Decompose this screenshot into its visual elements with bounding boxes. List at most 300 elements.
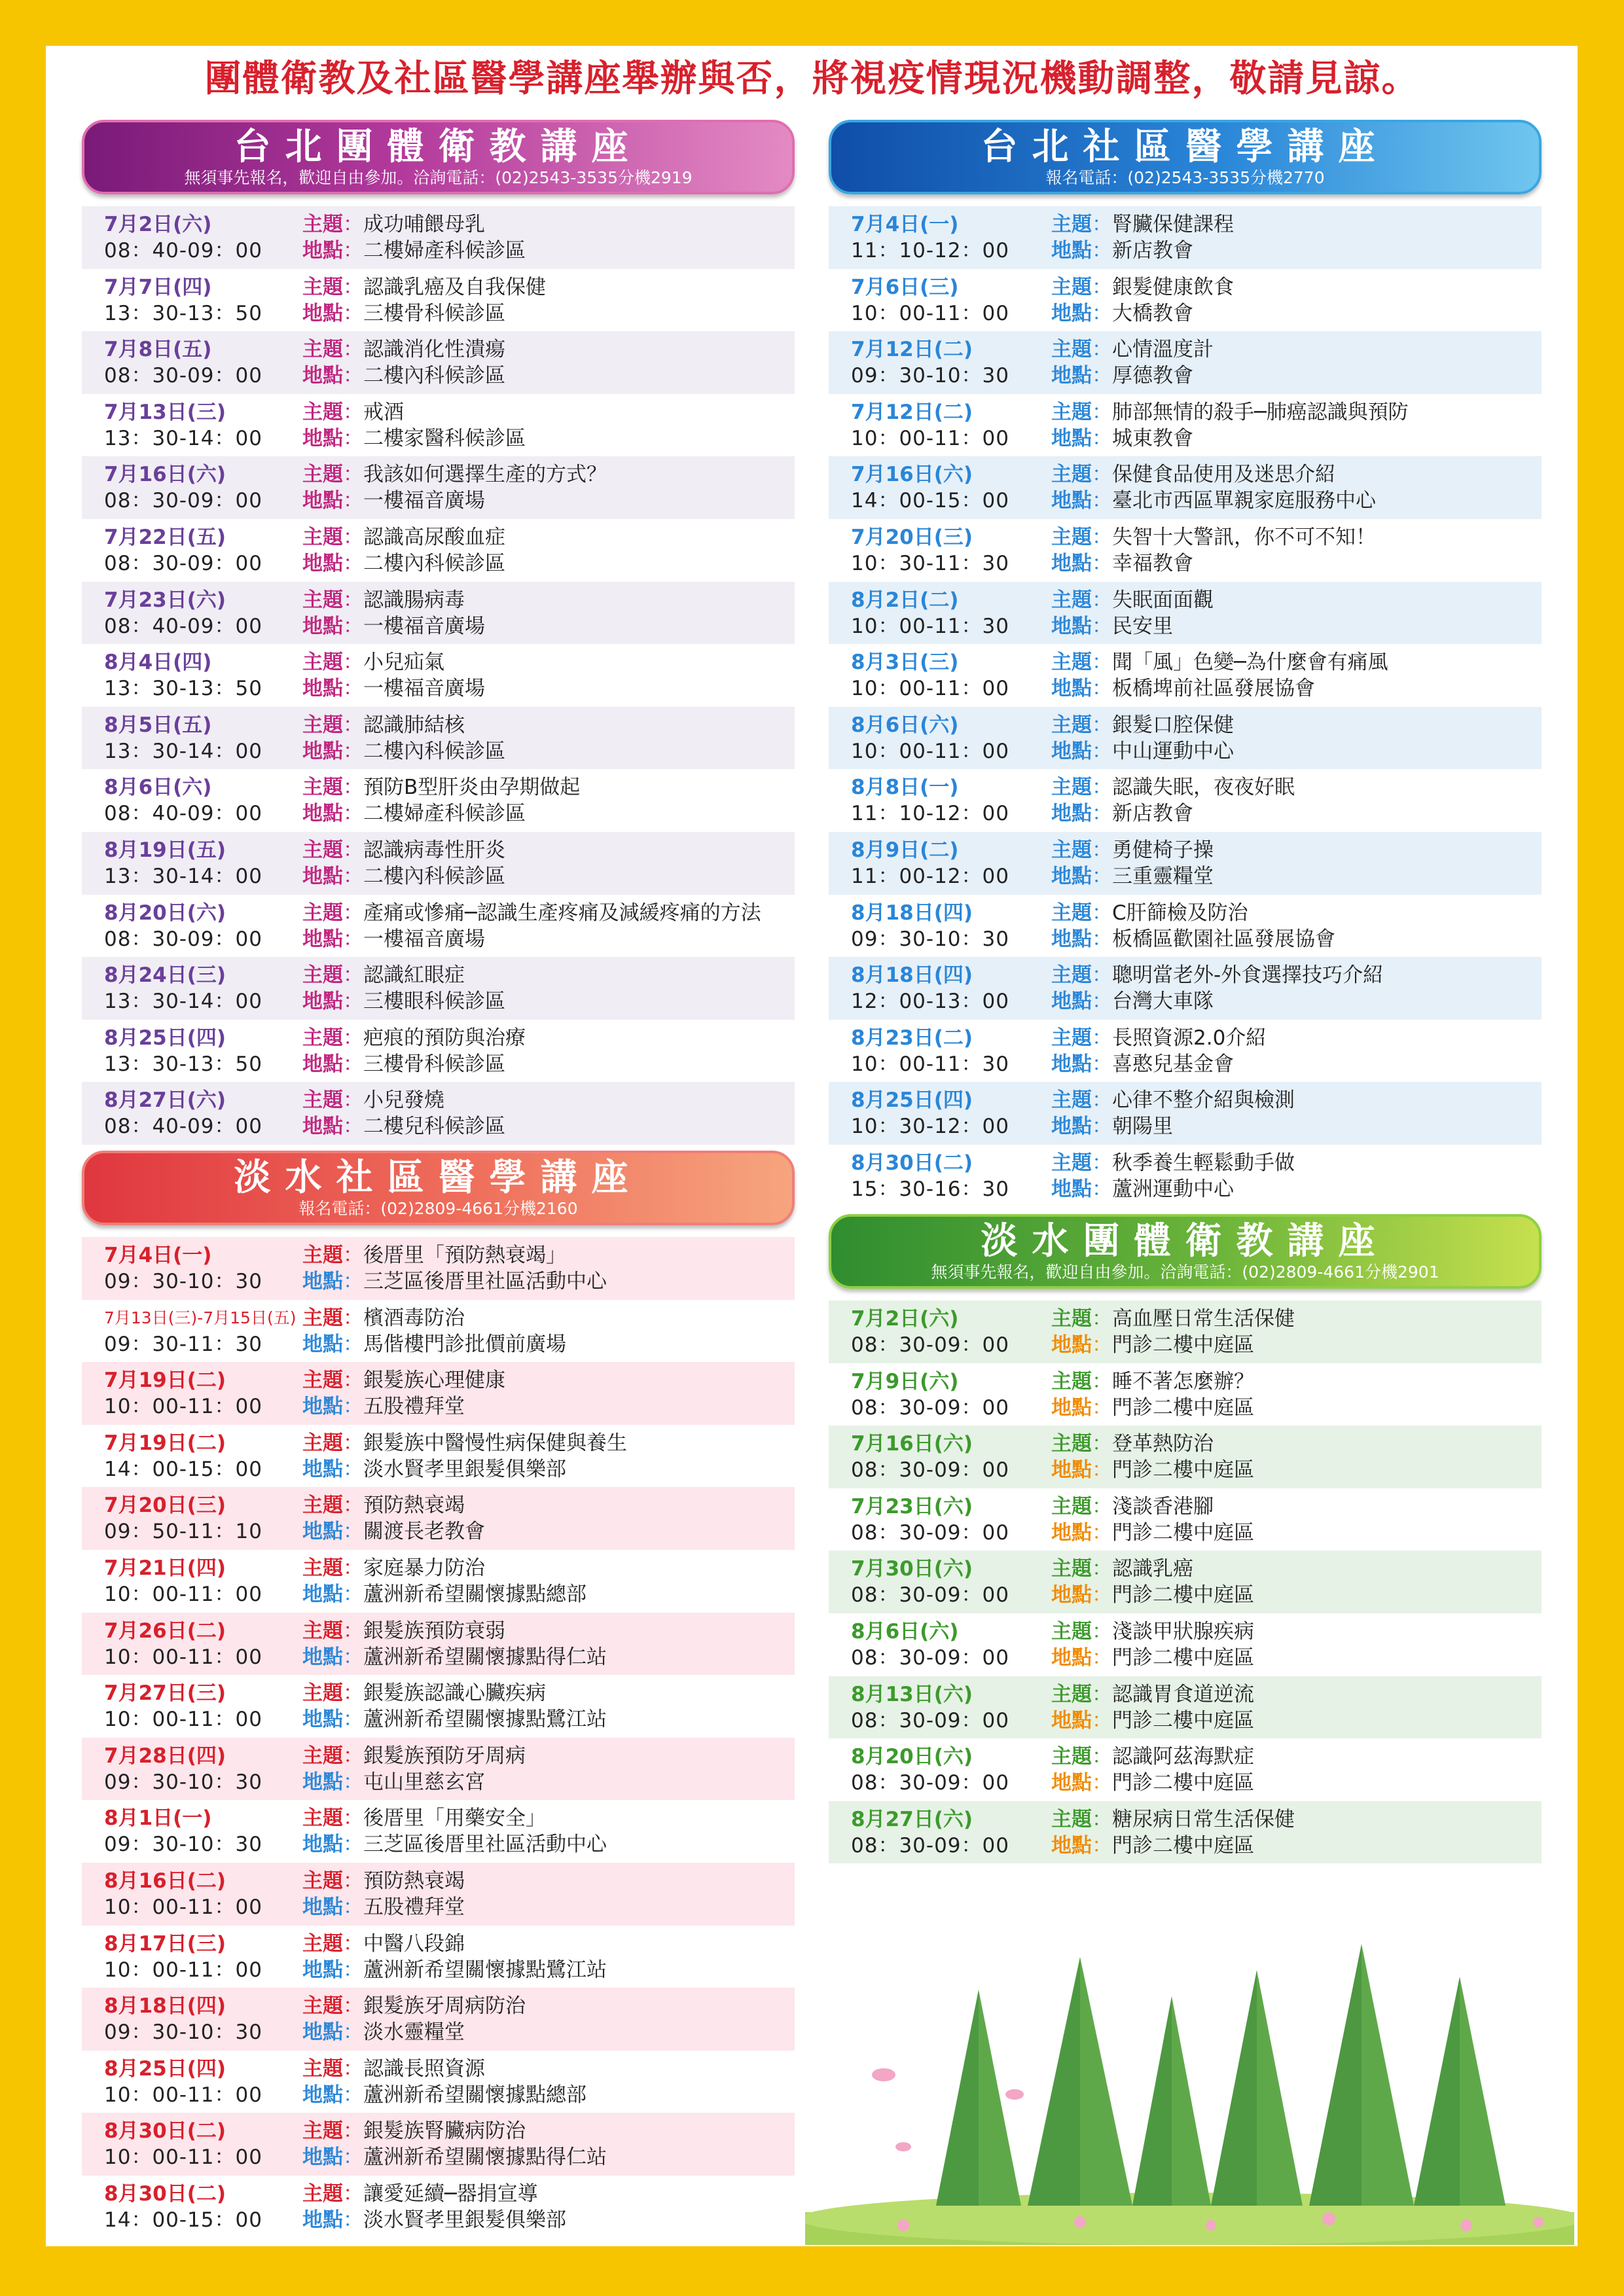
list-item xyxy=(829,394,1542,457)
place-key: 地點 xyxy=(1051,927,1092,951)
list-item xyxy=(82,1082,795,1145)
list-item xyxy=(829,582,1542,645)
item-topic-line xyxy=(1051,649,1388,675)
item-date: 8月20日(六) xyxy=(851,1745,973,1769)
item-time: 10：00-11：00 xyxy=(851,301,1009,325)
separator: ： xyxy=(343,1026,363,1050)
list-item xyxy=(82,1800,795,1863)
item-time: 13：30-14：00 xyxy=(104,426,262,450)
item-topic-line xyxy=(302,1555,485,1581)
item-time: 09：30-10：30 xyxy=(104,1833,262,1857)
list-item xyxy=(82,269,795,332)
topic-key: 主題 xyxy=(302,338,343,362)
item-date: 7月4日(一) xyxy=(851,213,959,236)
separator: ： xyxy=(343,2181,363,2206)
item-time: 10：00-11：00 xyxy=(104,2145,262,2170)
item-date: 8月16日(二) xyxy=(104,1869,226,1893)
list-item xyxy=(82,832,795,895)
item-place-line xyxy=(302,1831,607,1857)
item-place: 門診二樓中庭區 xyxy=(1112,1458,1254,1482)
item-topic: 認識紅眼症 xyxy=(363,963,465,988)
item-time: 08：30-09：00 xyxy=(851,1645,1009,1670)
topic-key: 主題 xyxy=(302,838,343,862)
item-place-line xyxy=(302,300,505,327)
item-topic: 認識阿茲海默症 xyxy=(1112,1745,1254,1769)
item-place-line xyxy=(1051,1395,1254,1421)
separator: ： xyxy=(1092,739,1112,763)
separator: ： xyxy=(343,2020,363,2045)
item-date: 8月2日(二) xyxy=(851,588,959,612)
item-place: 蘆洲新希望關懷據點得仁站 xyxy=(363,1645,607,1669)
item-topic-line xyxy=(302,1367,505,1393)
item-topic-line xyxy=(1051,399,1409,425)
item-time: 09：50-11：10 xyxy=(104,1520,262,1544)
item-topic: 認識乳癌 xyxy=(1112,1557,1193,1581)
item-topic: 認識腸病毒 xyxy=(363,588,465,612)
separator: ： xyxy=(1092,677,1112,701)
place-key: 地點 xyxy=(302,677,343,701)
item-topic-line xyxy=(1051,1306,1295,1332)
separator: ： xyxy=(1092,1708,1112,1732)
topic-key: 主題 xyxy=(302,2056,343,2081)
separator: ： xyxy=(343,239,363,262)
item-place: 蘆洲運動中心 xyxy=(1112,1177,1234,1201)
item-date: 7月13日(三)-7月15日(五) xyxy=(104,1308,297,1327)
item-place: 蘆洲新希望關懷據點鷺江站 xyxy=(363,1708,607,1732)
item-topic: 成功哺餵母乳 xyxy=(363,213,485,236)
separator: ： xyxy=(343,1332,363,1356)
topic-key: 主題 xyxy=(302,1869,343,1893)
item-topic-line xyxy=(302,274,546,300)
item-place-line xyxy=(302,1113,505,1139)
item-place-line xyxy=(302,1051,505,1077)
item-place-line xyxy=(1051,1770,1254,1796)
topic-key: 主題 xyxy=(302,963,343,988)
place-key: 地點 xyxy=(1051,864,1092,888)
item-topic: 睡不著怎麼辦？ xyxy=(1112,1369,1254,1393)
tamsui-community-section xyxy=(82,1151,795,2238)
item-topic-line xyxy=(302,712,465,738)
list-item xyxy=(829,1300,1542,1363)
separator: ： xyxy=(1092,802,1112,826)
item-place: 新店教會 xyxy=(1112,802,1193,826)
list-item xyxy=(82,456,795,519)
item-place-line xyxy=(302,425,526,452)
item-place: 朝陽里 xyxy=(1112,1115,1173,1139)
separator: ： xyxy=(1092,1026,1112,1050)
place-key: 地點 xyxy=(302,2145,343,2170)
item-time: 13：30-14：00 xyxy=(104,990,262,1014)
item-place: 門診二樓中庭區 xyxy=(1112,1333,1254,1357)
item-topic-line xyxy=(1051,1681,1254,1708)
list-item xyxy=(829,707,1542,770)
topic-key: 主題 xyxy=(302,1431,343,1455)
item-topic-line xyxy=(302,1805,546,1831)
separator: ： xyxy=(343,1833,363,1857)
item-time: 10：00-11：00 xyxy=(104,1582,262,1606)
list-item xyxy=(82,331,795,394)
item-date: 7月2日(六) xyxy=(104,213,212,236)
separator: ： xyxy=(343,1708,363,1732)
item-place-line xyxy=(1051,550,1193,577)
item-time: 08：30-09：00 xyxy=(851,1520,1009,1545)
item-topic: 失眠面面觀 xyxy=(1112,588,1214,612)
item-time: 10：00-11：00 xyxy=(851,739,1009,763)
item-place: 二樓內科候診區 xyxy=(363,864,505,888)
topic-key: 主題 xyxy=(302,1994,343,2018)
place-key: 地點 xyxy=(1051,1645,1092,1670)
item-topic: 小兒發燒 xyxy=(363,1088,444,1113)
item-date: 7月28日(四) xyxy=(104,1744,226,1768)
topic-key: 主題 xyxy=(302,1931,343,1956)
item-place-line xyxy=(302,1769,485,1795)
item-place-line xyxy=(302,238,526,264)
item-topic: 認識消化性潰瘍 xyxy=(363,338,505,362)
item-topic-line xyxy=(1051,1556,1193,1582)
tamsui-group-list xyxy=(829,1300,1542,1863)
item-place-line xyxy=(302,988,505,1014)
item-place: 淡水賢孝里銀髮俱樂部 xyxy=(363,1457,566,1481)
item-topic-line xyxy=(302,774,580,800)
separator: ： xyxy=(343,2208,363,2232)
place-key: 地點 xyxy=(1051,1708,1092,1732)
item-place: 二樓家醫科候診區 xyxy=(363,426,526,450)
item-time: 08：30-09：00 xyxy=(851,1771,1009,1795)
place-key: 地點 xyxy=(302,1582,343,1606)
item-date: 8月25日(四) xyxy=(104,1026,226,1050)
list-item xyxy=(829,519,1542,582)
separator: ： xyxy=(343,677,363,701)
item-place-line xyxy=(302,1331,566,1357)
item-time: 12：00-13：00 xyxy=(851,990,1009,1014)
place-key: 地點 xyxy=(1051,1177,1092,1201)
item-date: 7月13日(三) xyxy=(104,400,226,424)
item-topic-line xyxy=(1051,1494,1214,1520)
place-key: 地點 xyxy=(302,1052,343,1076)
topic-key: 主題 xyxy=(1051,1557,1092,1581)
separator: ： xyxy=(1092,400,1112,424)
separator: ： xyxy=(343,364,363,388)
place-key: 地點 xyxy=(302,364,343,388)
taipei-community-header xyxy=(829,120,1542,194)
item-time: 08：30-09：00 xyxy=(104,364,262,388)
list-item xyxy=(82,1863,795,1926)
item-date: 7月20日(三) xyxy=(851,525,973,549)
item-topic-line xyxy=(302,837,505,863)
item-date: 7月19日(二) xyxy=(104,1431,226,1455)
topic-key: 主題 xyxy=(302,1494,343,1518)
separator: ： xyxy=(343,713,363,737)
separator: ： xyxy=(1092,239,1112,262)
item-place: 淡水靈糧堂 xyxy=(363,2020,465,2045)
item-place-line xyxy=(1051,238,1193,264)
separator: ： xyxy=(1092,614,1112,638)
item-place-line xyxy=(1051,1176,1234,1202)
item-place-line xyxy=(1051,863,1214,889)
section-subtitle: 無須事先報名，歡迎自由參加。洽詢電話：(02)2809-4661分機2901 xyxy=(931,1263,1439,1282)
separator: ： xyxy=(1092,901,1112,925)
item-place: 蘆洲新希望關懷據點總部 xyxy=(363,2083,586,2107)
separator: ： xyxy=(343,927,363,951)
separator: ： xyxy=(1092,1115,1112,1139)
taipei-community-list xyxy=(829,206,1542,1208)
tamsui-community-header xyxy=(82,1151,795,1225)
topic-key: 主題 xyxy=(1051,1807,1092,1831)
item-place-line xyxy=(302,1393,465,1420)
item-topic: 銀髮口腔保健 xyxy=(1112,713,1234,737)
item-topic-line xyxy=(1051,712,1234,738)
place-key: 地點 xyxy=(302,990,343,1014)
separator: ： xyxy=(343,614,363,638)
topic-key: 主題 xyxy=(1051,525,1092,549)
place-key: 地點 xyxy=(302,2083,343,2107)
item-time: 08：30-09：00 xyxy=(851,1458,1009,1482)
item-time: 14：00-15：00 xyxy=(851,489,1009,513)
separator: ： xyxy=(343,1582,363,1606)
list-item xyxy=(829,957,1542,1020)
separator: ： xyxy=(1092,338,1112,362)
separator: ： xyxy=(343,1994,363,2018)
item-time: 10：00-11：00 xyxy=(851,426,1009,450)
item-place-line xyxy=(1051,1520,1254,1546)
item-topic-line xyxy=(302,2056,485,2082)
item-date: 8月18日(四) xyxy=(851,963,973,988)
place-key: 地點 xyxy=(302,1770,343,1794)
item-place: 五股禮拜堂 xyxy=(363,1395,465,1419)
item-topic-line xyxy=(1051,1431,1214,1457)
separator: ： xyxy=(1092,1557,1112,1581)
item-topic-line xyxy=(302,524,505,550)
topic-key: 主題 xyxy=(302,1026,343,1050)
item-place-line xyxy=(1051,1332,1254,1358)
place-key: 地點 xyxy=(1051,1395,1092,1420)
separator: ： xyxy=(1092,1682,1112,1706)
list-item xyxy=(82,1613,795,1676)
item-date: 7月9日(六) xyxy=(851,1369,959,1393)
item-place: 三芝區後厝里社區活動中心 xyxy=(363,1833,607,1857)
separator: ： xyxy=(1092,838,1112,862)
item-date: 8月25日(四) xyxy=(104,2056,226,2081)
item-topic-line xyxy=(302,461,607,488)
separator: ： xyxy=(1092,1395,1112,1420)
item-place: 蘆洲新希望關懷據點得仁站 xyxy=(363,2145,607,2170)
item-place-line xyxy=(302,800,526,827)
item-place: 一樓福音廣場 xyxy=(363,489,485,513)
taipei-group-header xyxy=(82,120,795,194)
place-key: 地點 xyxy=(1051,1520,1092,1545)
separator: ： xyxy=(343,525,363,549)
item-date: 7月4日(一) xyxy=(104,1244,212,1267)
item-place: 門診二樓中庭區 xyxy=(1112,1645,1254,1670)
item-topic-line xyxy=(1051,1619,1254,1645)
item-time: 10：30-12：00 xyxy=(851,1115,1009,1139)
item-place-line xyxy=(302,1706,607,1732)
topic-key: 主題 xyxy=(1051,1151,1092,1175)
separator: ： xyxy=(343,1306,363,1330)
item-place-line xyxy=(1051,926,1335,952)
topic-key: 主題 xyxy=(1051,1619,1092,1643)
item-date: 8月30日(二) xyxy=(104,2119,226,2144)
item-topic: 我該如何選擇生產的方式？ xyxy=(363,463,607,487)
item-time: 10：30-11：30 xyxy=(851,551,1009,575)
item-place-line xyxy=(1051,1708,1254,1734)
topic-key: 主題 xyxy=(302,275,343,299)
item-topic: 產痛或慘痛─認識生產疼痛及減緩疼痛的方法 xyxy=(363,901,761,925)
list-item xyxy=(82,1988,795,2051)
separator: ： xyxy=(343,1645,363,1669)
list-item xyxy=(82,519,795,582)
item-date: 7月12日(二) xyxy=(851,338,973,362)
list-item xyxy=(82,1926,795,1988)
item-date: 8月4日(四) xyxy=(104,651,212,675)
item-place: 板橋埤前社區發展協會 xyxy=(1112,677,1315,701)
topic-key: 主題 xyxy=(1051,776,1092,800)
separator: ： xyxy=(1092,1177,1112,1201)
item-topic: 戒酒 xyxy=(363,400,404,424)
topic-key: 主題 xyxy=(302,1744,343,1768)
item-time: 10：00-11：00 xyxy=(104,1895,262,1919)
item-time: 08：40-09：00 xyxy=(104,1115,262,1139)
section-title: 台北團體衛教講座 xyxy=(234,126,643,168)
item-place: 幸福教會 xyxy=(1112,551,1193,575)
item-place: 臺北市西區單親家庭服務中心 xyxy=(1112,489,1376,513)
list-item xyxy=(829,1145,1542,1208)
item-place-line xyxy=(302,1518,485,1545)
separator: ： xyxy=(1092,1052,1112,1076)
item-date: 8月20日(六) xyxy=(104,901,226,925)
list-item xyxy=(829,1551,1542,1613)
section-subtitle: 報名電話：(02)2809-4661分機2160 xyxy=(298,1199,578,1218)
separator: ： xyxy=(1092,301,1112,325)
place-key: 地點 xyxy=(302,1520,343,1544)
list-item xyxy=(82,2051,795,2113)
item-place-line xyxy=(302,488,485,514)
item-place: 二樓婦產科候診區 xyxy=(363,802,526,826)
list-item xyxy=(82,1425,795,1488)
separator: ： xyxy=(1092,1833,1112,1857)
item-topic: 認識乳癌及自我保健 xyxy=(363,275,546,299)
item-topic: 中醫八段錦 xyxy=(363,1931,465,1956)
separator: ： xyxy=(343,275,363,299)
separator: ： xyxy=(343,2119,363,2144)
item-place-line xyxy=(302,550,505,577)
item-topic-line xyxy=(1051,524,1376,550)
taipei-group-section xyxy=(82,120,795,1145)
item-topic-line xyxy=(302,1430,627,1456)
item-date: 8月5日(五) xyxy=(104,713,212,737)
item-date: 8月6日(六) xyxy=(851,1619,959,1643)
item-time: 09：30-10：30 xyxy=(851,927,1009,951)
list-item xyxy=(829,769,1542,832)
item-topic-line xyxy=(302,1305,465,1331)
item-place-line xyxy=(302,1894,465,1920)
item-place: 二樓婦產科候診區 xyxy=(363,239,526,262)
topic-key: 主題 xyxy=(1051,1682,1092,1706)
place-key: 地點 xyxy=(1051,990,1092,1014)
item-date: 7月21日(四) xyxy=(104,1556,226,1580)
item-date: 7月27日(三) xyxy=(104,1681,226,1706)
item-topic-line xyxy=(1051,900,1248,926)
separator: ： xyxy=(343,838,363,862)
topic-key: 主題 xyxy=(1051,338,1092,362)
place-key: 地點 xyxy=(1051,802,1092,826)
item-place-line xyxy=(1051,425,1193,452)
item-topic: 勇健椅子操 xyxy=(1112,838,1214,862)
item-time: 09：30-10：30 xyxy=(104,1270,262,1293)
item-date: 7月12日(二) xyxy=(851,400,973,424)
list-item xyxy=(82,1020,795,1083)
place-key: 地點 xyxy=(302,802,343,826)
topic-key: 主題 xyxy=(302,1088,343,1113)
place-key: 地點 xyxy=(302,2208,343,2232)
place-key: 地點 xyxy=(302,1395,343,1419)
taipei-group-list xyxy=(82,206,795,1145)
separator: ： xyxy=(343,588,363,612)
separator: ： xyxy=(343,1806,363,1831)
separator: ： xyxy=(1092,990,1112,1014)
item-topic-line xyxy=(1051,1744,1254,1770)
item-place: 蘆洲新希望關懷據點總部 xyxy=(363,1582,586,1606)
list-item xyxy=(829,1613,1542,1676)
separator: ： xyxy=(1092,713,1112,737)
list-item xyxy=(82,1300,795,1363)
item-time: 08：30-09：00 xyxy=(104,551,262,575)
item-date: 8月30日(二) xyxy=(104,2181,226,2206)
list-item xyxy=(829,1676,1542,1739)
item-date: 8月18日(四) xyxy=(104,1994,226,2018)
place-key: 地點 xyxy=(302,239,343,262)
item-place: 五股禮拜堂 xyxy=(363,1895,465,1919)
item-topic: 秋季養生輕鬆動手做 xyxy=(1112,1151,1295,1175)
place-key: 地點 xyxy=(1051,301,1092,325)
item-time: 08：40-09：00 xyxy=(104,802,262,826)
section-subtitle: 報名電話：(02)2543-3535分機2770 xyxy=(1045,168,1325,187)
item-place-line xyxy=(1051,1113,1173,1139)
separator: ： xyxy=(343,1619,363,1643)
item-time: 08：30-09：00 xyxy=(851,1395,1009,1420)
topic-key: 主題 xyxy=(302,1806,343,1831)
item-topic: 預防B型肝炎由孕期做起 xyxy=(363,776,581,800)
topic-key: 主題 xyxy=(1051,1026,1092,1050)
item-place: 蘆洲新希望關懷據點鷺江站 xyxy=(363,1958,607,1982)
item-time: 10：00-11：30 xyxy=(851,1052,1009,1076)
place-key: 地點 xyxy=(1051,489,1092,513)
item-topic: 預防熱衰竭 xyxy=(363,1869,465,1893)
topic-key: 主題 xyxy=(1051,713,1092,737)
separator: ： xyxy=(343,864,363,888)
item-topic-line xyxy=(302,1087,444,1113)
item-date: 7月6日(三) xyxy=(851,275,959,299)
item-topic: 高血壓日常生活保健 xyxy=(1112,1307,1295,1331)
separator: ： xyxy=(1092,1333,1112,1357)
separator: ： xyxy=(1092,1151,1112,1175)
item-place-line xyxy=(302,926,485,952)
item-topic: 檳酒毒防治 xyxy=(363,1306,465,1330)
separator: ： xyxy=(343,1088,363,1113)
item-topic: 銀髮族牙周病防治 xyxy=(363,1994,526,2018)
list-item xyxy=(829,832,1542,895)
item-topic-line xyxy=(302,2118,526,2144)
item-time: 08：30-09：00 xyxy=(851,1333,1009,1357)
list-item xyxy=(829,1801,1542,1864)
item-topic: 銀髮族預防牙周病 xyxy=(363,1744,526,1768)
separator: ： xyxy=(1092,1745,1112,1769)
item-time: 10：00-11：00 xyxy=(104,2083,262,2107)
item-topic-line xyxy=(1051,461,1335,488)
item-date: 8月13日(六) xyxy=(851,1682,973,1706)
item-topic: 糖尿病日常生活保健 xyxy=(1112,1807,1295,1831)
item-place: 三重靈糧堂 xyxy=(1112,864,1214,888)
